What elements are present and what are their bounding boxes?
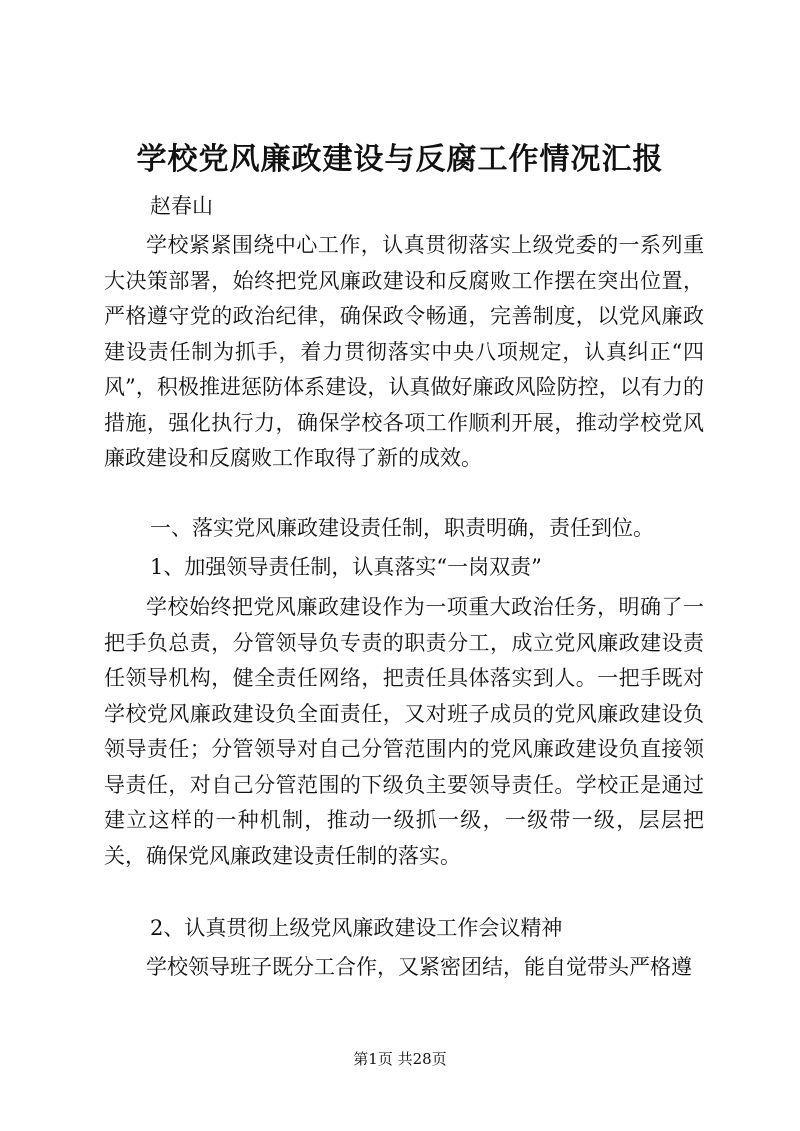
- author-name: 赵春山: [150, 194, 213, 218]
- subsection-1-heading: 1、加强领导责任制，认真落实“一岗双责”: [150, 555, 542, 579]
- subsection-2-heading: 2、认真贯彻上级党风廉政建设工作会议精神: [150, 916, 563, 940]
- section-1-heading: 一、落实党风廉政建设责任制，职责明确，责任到位。: [150, 516, 654, 540]
- subsection-2-body: 学校领导班子既分工合作，又紧密团结，能自觉带头严格遵: [146, 955, 692, 979]
- subsection-1-body: 学校始终把党风廉政建设作为一项重大政治任务，明确了一把手负总责，分管领导负专责的职责分工，成立党风廉政建设责任领导机构，健全责任网络，把责任具体落实到人。一把手既对学校党风廉政建设负全面责任，又对班子成员的党风廉政建设负领导责任；分管领导对自己分管范围内的党风廉政建设负直接领导责任，对自己分管范围的下级负主要领导责任。学校正是通过建立这样的一种机制，推动一级抓一级，一级带一级，层层把关，确保党风廉政建设责任制的落实。: [104, 595, 704, 868]
- document-title: 学校党风廉政建设与反腐工作情况汇报: [136, 142, 664, 177]
- intro-paragraph: 学校紧紧围绕中心工作，认真贯彻落实上级党委的一系列重大决策部署，始终把党风廉政建设和反腐败工作摆在突出位置，严格遵守党的政治纪律，确保政令畅通，完善制度，以党风廉政建设责任制为抓手，着力贯彻落实中央八项规定，认真纠正“四风”，积极推进惩防体系建设，认真做好廉政风险防控，以有力的措施，强化执行力，确保学校各项工作顺利开展，推动学校党风廉政建设和反腐败工作取得了新的成效。: [104, 233, 704, 470]
- page-footer: 第1页 共28页: [353, 1050, 447, 1068]
